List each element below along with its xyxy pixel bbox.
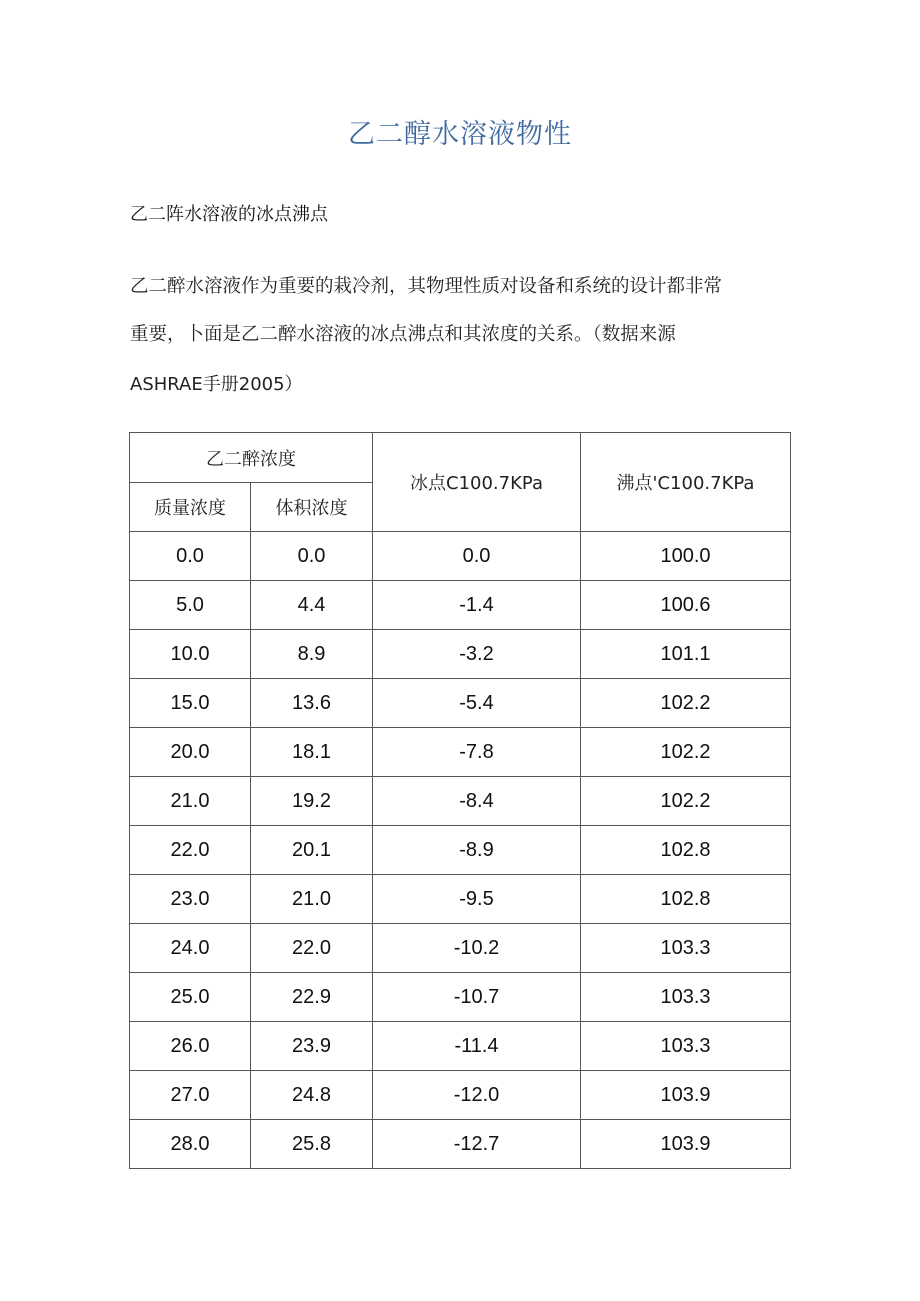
cell-boiling-point: 102.2: [581, 777, 791, 826]
cell-mass-concentration: 21.0: [130, 777, 251, 826]
paragraph-line-1: 乙二醉水溶液作为重要的栽冷剂，其物理性质对设备和系统的设计都非常: [130, 276, 723, 297]
cell-freezing-point: -9.5: [373, 875, 581, 924]
cell-boiling-point: 100.6: [581, 581, 791, 630]
cell-freezing-point: -3.2: [373, 630, 581, 679]
cell-mass-concentration: 28.0: [130, 1120, 251, 1169]
cell-volume-concentration: 8.9: [251, 630, 373, 679]
cell-volume-concentration: 23.9: [251, 1022, 373, 1071]
freezing-boiling-table: [129, 432, 791, 1169]
table-row: [130, 973, 791, 1022]
cell-boiling-point: 100.0: [581, 532, 791, 581]
cell-freezing-point: -5.4: [373, 679, 581, 728]
cell-freezing-point: -10.7: [373, 973, 581, 1022]
header-concentration-group: 乙二醉浓度: [130, 433, 373, 483]
table-row: [130, 728, 791, 777]
header-mass-concentration: 质量浓度: [130, 483, 251, 532]
table-body: [130, 532, 791, 1169]
cell-mass-concentration: 0.0: [130, 532, 251, 581]
cell-boiling-point: 103.9: [581, 1120, 791, 1169]
cell-volume-concentration: 22.9: [251, 973, 373, 1022]
header-boiling-point: 沸点'C100.7KPa: [581, 433, 791, 532]
cell-mass-concentration: 5.0: [130, 581, 251, 630]
cell-boiling-point: 102.2: [581, 679, 791, 728]
cell-boiling-point: 103.3: [581, 973, 791, 1022]
cell-mass-concentration: 15.0: [130, 679, 251, 728]
cell-volume-concentration: 13.6: [251, 679, 373, 728]
cell-boiling-point: 103.3: [581, 1022, 791, 1071]
section-heading: 乙二阵水溶液的冰点沸点: [130, 204, 328, 225]
cell-mass-concentration: 23.0: [130, 875, 251, 924]
cell-volume-concentration: 25.8: [251, 1120, 373, 1169]
cell-volume-concentration: 19.2: [251, 777, 373, 826]
cell-mass-concentration: 27.0: [130, 1071, 251, 1120]
table-row: [130, 924, 791, 973]
cell-mass-concentration: 24.0: [130, 924, 251, 973]
paragraph-line-2: 重要，卜面是乙二醉水溶液的冰点沸点和其浓度的关系。（数据来源: [130, 324, 676, 345]
cell-freezing-point: -7.8: [373, 728, 581, 777]
cell-freezing-point: -8.4: [373, 777, 581, 826]
cell-mass-concentration: 10.0: [130, 630, 251, 679]
header-volume-concentration: 体积浓度: [251, 483, 373, 532]
cell-freezing-point: -1.4: [373, 581, 581, 630]
cell-freezing-point: -10.2: [373, 924, 581, 973]
cell-freezing-point: -8.9: [373, 826, 581, 875]
cell-freezing-point: -12.7: [373, 1120, 581, 1169]
paragraph-line-3: ASHRAE手册2005）: [130, 374, 303, 395]
cell-boiling-point: 102.2: [581, 728, 791, 777]
cell-boiling-point: 102.8: [581, 875, 791, 924]
cell-freezing-point: -12.0: [373, 1071, 581, 1120]
cell-boiling-point: 102.8: [581, 826, 791, 875]
cell-volume-concentration: 18.1: [251, 728, 373, 777]
cell-boiling-point: 101.1: [581, 630, 791, 679]
table-row: [130, 630, 791, 679]
cell-volume-concentration: 21.0: [251, 875, 373, 924]
cell-boiling-point: 103.9: [581, 1071, 791, 1120]
page-title: 乙二醇水溶液物性: [348, 119, 572, 150]
cell-freezing-point: 0.0: [373, 532, 581, 581]
table-row: [130, 826, 791, 875]
cell-mass-concentration: 25.0: [130, 973, 251, 1022]
cell-volume-concentration: 22.0: [251, 924, 373, 973]
table-row: [130, 875, 791, 924]
cell-volume-concentration: 0.0: [251, 532, 373, 581]
cell-mass-concentration: 22.0: [130, 826, 251, 875]
cell-volume-concentration: 20.1: [251, 826, 373, 875]
cell-boiling-point: 103.3: [581, 924, 791, 973]
table-row: [130, 581, 791, 630]
cell-volume-concentration: 24.8: [251, 1071, 373, 1120]
table-row: [130, 532, 791, 581]
cell-freezing-point: -11.4: [373, 1022, 581, 1071]
table-row: [130, 777, 791, 826]
cell-mass-concentration: 26.0: [130, 1022, 251, 1071]
cell-mass-concentration: 20.0: [130, 728, 251, 777]
table-row: [130, 1120, 791, 1169]
table-row: [130, 1022, 791, 1071]
table-row: [130, 1071, 791, 1120]
table-row: [130, 679, 791, 728]
cell-volume-concentration: 4.4: [251, 581, 373, 630]
header-freezing-point: 冰点C100.7KPa: [373, 433, 581, 532]
